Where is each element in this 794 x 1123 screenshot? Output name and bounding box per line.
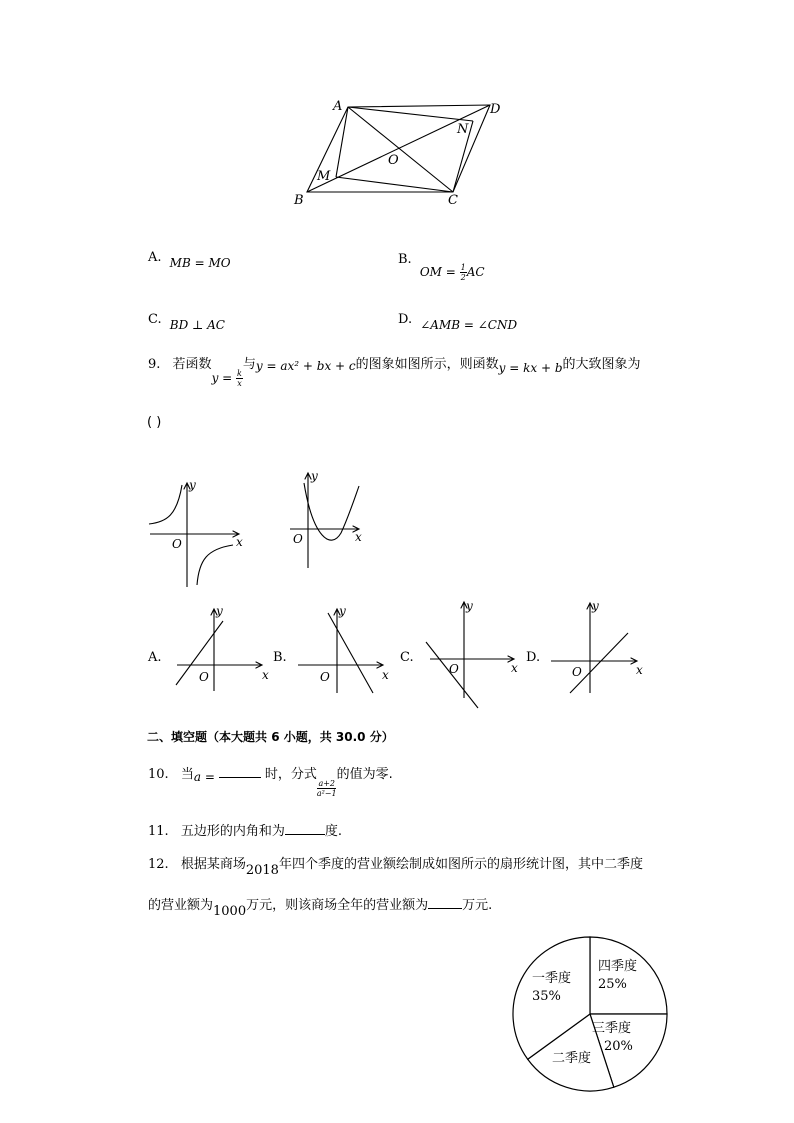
q9-option-d-graph xyxy=(548,598,653,698)
label-C: C xyxy=(448,193,458,208)
q11-blank xyxy=(285,822,325,835)
option-letter: B. xyxy=(398,252,412,267)
hyperbola-graph xyxy=(145,475,255,590)
axis-x-label: x xyxy=(355,530,362,544)
q10-fraction xyxy=(317,779,337,798)
origin-label: O xyxy=(320,670,330,684)
q11-text-1: 五边形的内角和为 xyxy=(180,824,285,839)
label-M: M xyxy=(317,169,331,184)
option-letter: D. xyxy=(398,312,413,327)
frac-num: 1 xyxy=(460,263,466,272)
origin-label: O xyxy=(199,670,209,684)
q9-text-4: 的大致图象为 xyxy=(562,357,641,372)
axis-x-label: x xyxy=(511,661,518,675)
axis-x-label: x xyxy=(382,668,389,682)
question-number: 9. xyxy=(148,357,161,372)
label-B: B xyxy=(294,193,304,208)
pie-label-二季度: 二季度 xyxy=(552,1051,592,1066)
q11-text-2: 度. xyxy=(324,824,342,839)
pie-value-一季度: 35% xyxy=(532,989,561,1004)
q10-stem xyxy=(148,763,393,798)
label-D: D xyxy=(490,102,501,117)
q9-yeq: y = xyxy=(211,371,237,385)
section-count: 6 xyxy=(271,730,280,744)
option-expr: MB = MO xyxy=(169,256,231,270)
q12-line-1 xyxy=(148,853,643,878)
q12-amount: 1000 xyxy=(213,904,247,919)
q8-option-c xyxy=(148,312,225,332)
question-number: 11. xyxy=(148,824,169,839)
parabola-graph xyxy=(285,468,375,573)
q12-text-3: 的营业额为 xyxy=(148,898,214,913)
frac-num: a+2 xyxy=(318,779,335,788)
origin-label: O xyxy=(449,662,459,676)
q8-option-b xyxy=(398,250,485,282)
q12-text-5: 万元. xyxy=(462,898,493,913)
origin-label: O xyxy=(572,665,582,679)
q10-text-2: 时，分式 xyxy=(260,767,317,782)
axis-y-label: y xyxy=(189,478,196,492)
q12-blank xyxy=(428,896,462,909)
q8-option-d xyxy=(398,312,518,332)
q9-text-1: 若函数 xyxy=(172,357,212,372)
axis-y-label: y xyxy=(466,599,473,613)
q9-option-d-letter: D. xyxy=(526,650,541,665)
pie-label-一季度: 一季度 xyxy=(532,971,572,986)
section-title-post: 分） xyxy=(365,730,394,744)
fraction xyxy=(460,263,467,282)
q12-text-4: 万元，则该商场全年的营业额为 xyxy=(246,898,429,913)
axis-x-label: x xyxy=(262,668,269,682)
q9-option-c-letter: C. xyxy=(400,650,414,665)
pie-label-四季度: 四季度 xyxy=(598,959,638,974)
q9-quad: y = ax² + bx + c xyxy=(255,359,356,373)
frac-den: x xyxy=(237,379,242,388)
section-points: 30.0 xyxy=(335,730,366,744)
origin-label: O xyxy=(172,537,182,551)
label-O: O xyxy=(388,153,399,168)
q10-text-3: 的值为零. xyxy=(336,767,393,782)
section-title-pre: 二、填空题（本大题共 xyxy=(147,730,272,744)
option-expr-post: AC xyxy=(466,265,485,279)
label-N: N xyxy=(457,122,469,137)
axis-y-label: y xyxy=(311,469,318,483)
q9-option-b-letter: B. xyxy=(273,650,287,665)
q9-option-a-graph xyxy=(172,603,277,693)
option-expr: BD ⊥ AC xyxy=(169,318,225,332)
frac-den: 2 xyxy=(460,273,466,282)
pie-chart xyxy=(510,934,675,1099)
question-number: 12. xyxy=(148,857,169,872)
option-letter: A. xyxy=(148,250,162,265)
section-heading xyxy=(147,728,394,745)
origin-label: O xyxy=(293,532,303,546)
q10-text-1: 当 xyxy=(180,767,194,782)
parallelogram-figure xyxy=(290,95,510,210)
q9-option-a-letter: A. xyxy=(148,650,162,665)
axis-y-label: y xyxy=(592,599,599,613)
fraction-k-over-x xyxy=(236,369,243,388)
label-A: A xyxy=(333,99,343,114)
q10-blank xyxy=(219,765,261,778)
axis-y-label: y xyxy=(216,604,223,618)
q12-year: 2018 xyxy=(245,863,279,878)
q9-stem xyxy=(148,353,641,388)
q11-stem xyxy=(148,820,342,839)
option-expr: OM = xyxy=(419,265,460,279)
axis-x-label: x xyxy=(636,663,643,677)
pie-value-四季度: 25% xyxy=(598,977,627,992)
frac-num: k xyxy=(237,369,242,378)
q9-answer-paren: ( ) xyxy=(147,415,162,430)
q9-text-2: 与 xyxy=(242,357,256,372)
frac-den: a²−1 xyxy=(316,789,337,798)
section-title-mid: 小题，共 xyxy=(279,730,336,744)
option-letter: C. xyxy=(148,312,162,327)
axis-y-label: y xyxy=(339,604,346,618)
question-number: 10. xyxy=(148,767,169,782)
axis-x-label: x xyxy=(236,535,243,549)
q12-text-2: 年四个季度的营业额绘制成如图所示的扇形统计图，其中二季度 xyxy=(278,857,643,872)
pie-slice-四季度 xyxy=(590,937,667,1014)
q9-lin: y = kx + b xyxy=(498,361,563,375)
q9-text-3: 的图象如图所示，则函数 xyxy=(355,357,499,372)
q12-text-1: 根据某商场 xyxy=(180,857,246,872)
pie-value-三季度: 20% xyxy=(604,1039,633,1054)
option-expr: ∠AMB = ∠CND xyxy=(420,318,518,332)
q9-option-c-graph xyxy=(422,596,532,711)
q8-option-a xyxy=(148,250,231,270)
q12-line-2 xyxy=(148,894,493,919)
q9-option-b-graph xyxy=(295,603,400,698)
pie-label-三季度: 三季度 xyxy=(592,1021,632,1036)
q10-aeq: a = xyxy=(193,770,219,784)
